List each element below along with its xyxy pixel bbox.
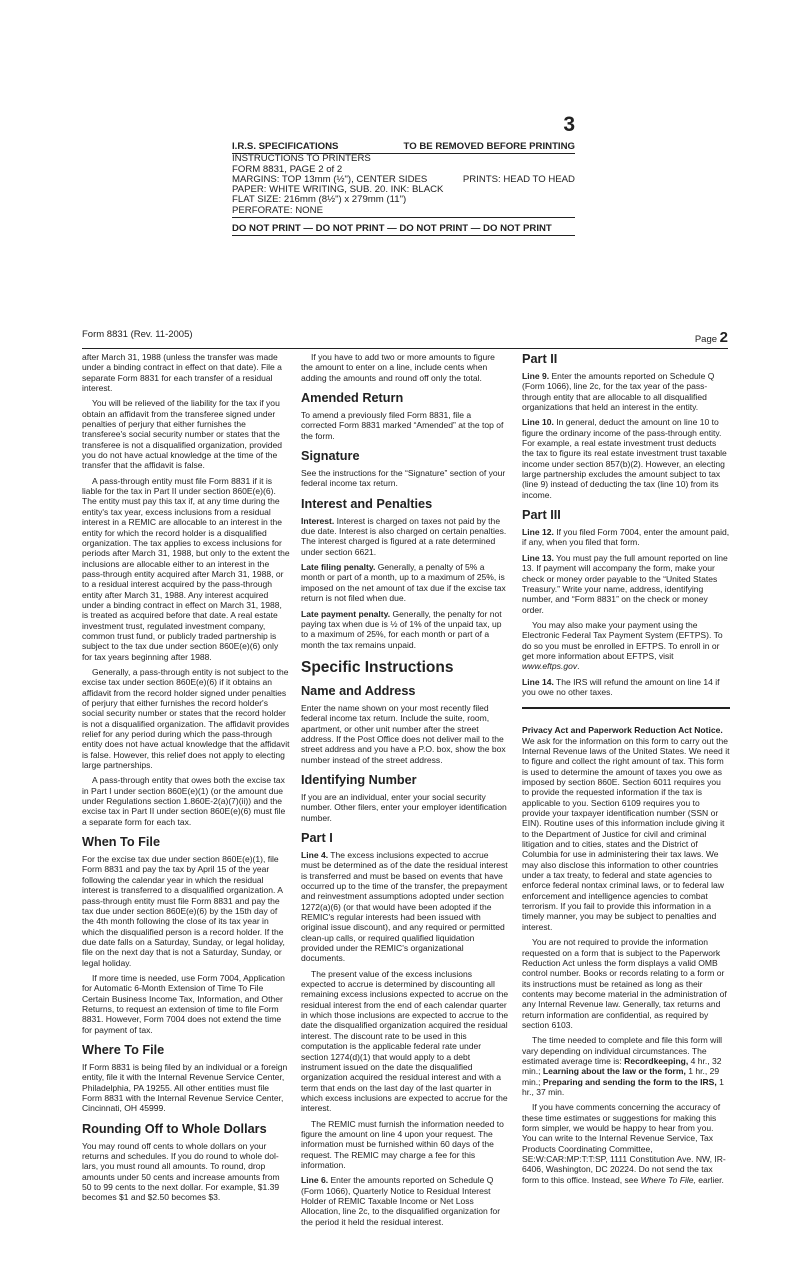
- page-number: 2: [719, 329, 728, 346]
- paragraph: You are not required to provide the information requested on a form that is subject to the Paperwork Reduction Act unless the form displays a valid OMB control number. Books or records relating to a form or its instructions must be retained as long as their contents may become material in the administration of any Internal Revenue law. Generally, tax returns and return information are confidential, as required by section 6103.: [522, 937, 727, 1030]
- spec-prints: PRINTS: HEAD TO HEAD: [462, 173, 575, 185]
- late-payment-text: Generally, the penalty for not paying tax when due is ½ of 1% of the unpaid tax, up to a maximum of 25%, for each month or part of a month the tax remains unpaid.: [301, 608, 502, 650]
- time-learn-val: 1 hr., 29 min.;: [522, 1066, 720, 1087]
- time-learn-label: Learning about the law or the form,: [542, 1066, 686, 1077]
- paragraph: Enter the name shown on your most recently filed federal income tax return. Include the suite, room, apartment, or other unit number after the street address. If the Post Office does not deliver mail to the street address and you have a P.O. box, show the box number instead of the street address.: [301, 702, 506, 765]
- column-right: [522, 352, 730, 1190]
- paragraph: See the instructions for the “Signature” section of your federal income tax return.: [301, 468, 506, 489]
- paragraph: [522, 553, 730, 615]
- heading-when-to-file: When To File: [82, 835, 160, 850]
- spec-margins: MARGINS: TOP 13mm (½"), CENTER SIDES: [232, 173, 428, 185]
- paragraph: You may also make your payment using the Electronic Federal Tax Payment System (EFTPS). To do so you must be enrolled in EFTPS. To enroll in or get more information about EFTPS, visit www.eftps.gov.: [522, 619, 723, 672]
- line12-label: Line 12.: [522, 527, 554, 538]
- heading-amended-return: Amended Return: [301, 391, 404, 406]
- interest-label: Interest.: [301, 515, 335, 526]
- paragraph: [522, 677, 730, 698]
- paragraph: If you are an individual, enter your social security number. Other filers, enter your employer identification number.: [301, 791, 507, 823]
- page-indicator: [695, 329, 728, 346]
- line4-text: The excess inclusions expected to accrue must be determined as of the date the residual interest is transferred and must be based on events that have occurred up to the time of the transfer, the prepayment and reinvestment assumptions adopted under section 1272(a)(6) (or that would have been adopted if the REMIC's regular interests had been issued with original issue discount), and any required or permitted clean-up calls, or required qualified liquidation provided under the REMIC's organizational documents.: [301, 849, 508, 964]
- heading-specific-instructions: Specific Instructions: [301, 658, 454, 676]
- paragraph: Generally, a pass-through entity is not subject to the excise tax under section 860E(e)(6) if it obtains an affidavit from the record holder signed under penalties of perjury that either furnishes the record holder's social security number or states that the record holder is not a disqualified organization. The affidavit provides relief for any period during which the pass-through entity does not have actual knowledge that the affidavit is false. However, this relief does not apply to electing large partnerships.: [82, 666, 290, 771]
- paragraph: If Form 8831 is being filed by an individual or a foreign entity, file it with the Internal Revenue Service Center, Philadelphia, PA 19255. All other entities must file Form 8831 with the Internal Revenue Service Center, Cincinnati, OH 45999.: [82, 1061, 288, 1114]
- column-left: [82, 352, 290, 1208]
- line12-text: If you filed Form 7004, enter the amount paid, if any, when you filed that form.: [522, 527, 730, 548]
- paragraph: [522, 417, 730, 500]
- paragraph: If more time is needed, use Form 7004, Application for Automatic 6-Month Extension of Time To File Certain Business Income Tax, Information, and Other Returns, to request an extension of time to file Form 8831. However, Form 7004 does not extend the time for payment of tax.: [82, 972, 285, 1035]
- paragraph: [301, 562, 509, 603]
- line9-text: Enter the amounts reported on Schedule Q (Form 1066), line 2c, for the tax year of the pass-through entity that are allocable to all disqualified organizations that held an interest in the entity.: [522, 371, 715, 413]
- paragraph: The present value of the excess inclusions expected to accrue is determined by discounting all remaining excess inclusions expected to accrue on the residual interest from the end of each calendar quarter in which those inclusions are expected to accrue to the date the disqualified organization acquired the residual interest. The discount rate to be used in this computation is the applicable federal rate under section 1274(d)(1) that would apply to a debt instrument issued on the date the disqualified organization acquired the residual interest and with a term that ends on the last day of the last quarter in which excess inclusions are expected to accrue for the interest.: [301, 968, 509, 1114]
- late-payment-label: Late payment penalty.: [301, 608, 391, 619]
- heading-part-1: Part I: [301, 830, 333, 845]
- line10-text: In general, deduct the amount on line 10 to figure the ordinary income of the pass-through entity. For example, a real estate investment trust deducts the tax to figure its real estate investment trust taxable income under section 857(b)(2). However, an electing large partnership excludes the amount subject to tax (line 9) instead of deducting the tax (line 10) from its income.: [522, 417, 727, 500]
- form-id: Form 8831 (Rev. 11-2005): [82, 329, 193, 340]
- printer-spec-block: [232, 113, 575, 236]
- line13-label: Line 13.: [522, 552, 554, 563]
- paragraph: You may round off cents to whole dollars on your returns and schedules. If you do round to whole dol-lars, you must round all amounts. To round, drop amounts under 50 cents and increase amounts from 50 to 99 cents to the next dollar. For example, $1.39 becomes $1 and $2.50 becomes $3.: [82, 1140, 280, 1203]
- paragraph: after March 31, 1988 (unless the transfer was made under a binding contract in effect on that date). File a separate Form 8831 for each transfer of a residual interest.: [82, 352, 282, 394]
- spec-line: PAPER: WHITE WRITING, SUB. 20. INK: BLACK: [232, 184, 444, 196]
- spec-line: PERFORATE: NONE: [232, 206, 575, 218]
- privacy-text: We ask for the information on this form to carry out the Internal Revenue laws of the United States. We need it to figure and collect the right amount of tax. This form is used to determine the amount of taxes you owe as imposed by section 860E. Section 6011 requires you to provide the requested information if the tax is applicable to you. Section 6109 requires you to provide your taxpayer identification number (SSN or EIN). Routine uses of this information include giving it to the Department of Justice for civil and criminal litigation and to cities, states and the District of Columbia for use in administering their tax laws. We may also disclose this information to other countries under a tax treaty, to federal and state agencies to enforce federal nontax criminal laws, or to federal law enforcement and intelligence agencies to combat terrorism. If you fail to provide this information in a timely manner, you may be subject to penalties and interest.: [522, 735, 730, 932]
- time-prep-val: 1 hr., 37 min.: [522, 1076, 724, 1097]
- late-filing-text: Generally, a penalty of 5% a month or part of a month, up to a maximum of 25%, is imposed on the net amount of tax due if the excise tax return is not filed when due.: [301, 562, 506, 604]
- paragraph: If you have to add two or more amounts to figure the amount to enter on a line, include cents when adding the amounts and round off only the total.: [301, 352, 495, 383]
- line9-label: Line 9.: [522, 371, 550, 381]
- interest-text: Interest is charged on taxes not paid by the due date. Interest is also charged on certain penalties. The interest charged is figured at a rate determined under section 6621.: [301, 515, 507, 557]
- heading-name-address: Name and Address: [301, 683, 416, 698]
- paragraph: For the excise tax due under section 860E(e)(1), file Form 8831 and pay the tax by April 15 of the year following the calendar year in which the residual interest is transferred to a disqualified organization. A pass-through entity must file Form 8831 and pay the tax due under section 860E(e)(6) by the 15th day of the 4th month following the close of its tax year in which the disqualified person is a record holder. If the due date falls on a Saturday, Sunday, or legal holiday, file on the next day that is not a Saturday, Sunday, or legal holiday.: [82, 854, 285, 968]
- heading-where-to-file: Where To File: [82, 1042, 165, 1057]
- line6-text: Enter the amounts reported on Schedule Q (Form 1066), Quarterly Notice to Residual Interest Holder of REMIC Taxable Income or Net Loss Allocation, line 2c, to the disqualified organization for the period it held the residual interest.: [301, 1175, 501, 1227]
- time-rec-val: 4 hr., 32 min.;: [522, 1055, 722, 1077]
- line4-label: Line 4.: [301, 849, 329, 860]
- comments-text: If you have comments concerning the accuracy of these time estimates or suggestions for making this form simpler, we would be happy to hear from you. You can write to the Internal Revenue Service, Tax Products Coordinating Committee, SE:W:CAR:MP:T:T:SP, 1111 Constitution Ave. NW, IR-6406, Washington, DC 20224. Do not send the tax form to this office. Instead, see: [522, 1102, 726, 1185]
- spec-line: INSTRUCTIONS TO PRINTERS: [232, 153, 371, 165]
- do-not-print-banner: DO NOT PRINT — DO NOT PRINT — DO NOT PRINT — DO NOT PRINT: [232, 220, 575, 236]
- paragraph: [301, 609, 509, 650]
- heading-part-3: Part III: [522, 508, 561, 523]
- paragraph: A pass-through entity must file Form 8831 if it is liable for the tax in Part II under section 860E(e)(6). The entity must pay this tax if, at any time during the entity's tax year, excess inclusions from a residual interest in a REMIC are allocable to an interest in the entity for which the record holder is a disqualified organization. The tax applies to excess inclusions for periods after March 31, 1988, but only to the extent the inclusions are allocable either to an interest in the pass-through entity acquired after March 31, 1988, or to a residual interest acquired by the pass-through entity after March 31, 1988. Any interest acquired under a binding contract in effect on March 31, 1988, is treated as acquired before that date. A real estate investment trust, regulated investment company, common trust fund, or publicly traded partnership is subject to the tax due under section 860E(e)(6) only for tax years beginning after 1988.: [82, 475, 290, 662]
- eftps-text: You may also make your payment using the Electronic Federal Tax Payment System (EFTPS). To do so you must be enrolled in EFTPS. To enroll in or get more information about EFTPS, visit: [522, 619, 723, 661]
- paragraph: [522, 371, 730, 412]
- paragraph: [522, 1102, 730, 1185]
- spec-remove-note: TO BE REMOVED BEFORE PRINTING: [403, 141, 575, 152]
- line14-text: The IRS will refund the amount on line 14 if you owe no other taxes.: [522, 676, 720, 697]
- heading-identifying-number: Identifying Number: [301, 772, 417, 787]
- spec-line: FLAT SIZE: 216mm (8½") x 279mm (11"): [232, 194, 407, 206]
- paragraph: The REMIC must furnish the information needed to figure the amount on line 4 upon your request. The information must be furnished within 60 days of the request. The REMIC may charge a fee for this information.: [301, 1118, 504, 1170]
- heading-signature: Signature: [301, 449, 360, 464]
- paragraph: [301, 850, 509, 964]
- paragraph: [522, 725, 730, 932]
- line6-label: Line 6.: [301, 1175, 329, 1186]
- time-rec-label: Recordkeeping,: [624, 1055, 689, 1066]
- line14-label: Line 14.: [522, 676, 554, 687]
- column-middle: [301, 352, 509, 1232]
- paragraph: A pass-through entity that owes both the excise tax in Part I under section 860E(e)(1) (or the amount due under Regulations section 1.860E-2(a)(7)(ii)) and the excise tax in Part II under section 860E(e)(6) must file a separate form for each tax.: [82, 775, 286, 827]
- spec-header: [232, 113, 575, 154]
- paragraph: [522, 1035, 730, 1097]
- comments-end: earlier.: [695, 1174, 724, 1185]
- line10-label: Line 10.: [522, 417, 554, 428]
- eftps-url: www.eftps.gov: [522, 661, 578, 672]
- spec-line: FORM 8831, PAGE 2 of 2: [232, 163, 343, 175]
- heading-interest-penalties: Interest and Penalties: [301, 496, 433, 511]
- time-intro: The time needed to complete and file this form will vary depending on individual circumstances. The estimated average time is:: [522, 1035, 723, 1066]
- heading-part-2: Part II: [522, 352, 558, 366]
- form-header: [82, 329, 728, 349]
- late-filing-label: Late filing penalty.: [301, 562, 376, 573]
- spec-title: I.R.S. SPECIFICATIONS: [232, 141, 339, 152]
- paragraph: [301, 1175, 509, 1227]
- line13-text: You must pay the full amount reported on line 13. If payment will accompany the form, make your check or money order payable to the “United States Treasury.” Write your name, address, identifying number, and “Form 8831” on the check or money order.: [522, 552, 728, 615]
- paragraph: To amend a previously filed Form 8831, file a corrected Form 8831 marked “Amended” at the top of the form.: [301, 410, 504, 441]
- privacy-label: Privacy Act and Paperwork Reduction Act Notice.: [522, 725, 723, 736]
- spec-page-number: 3: [563, 113, 575, 136]
- paragraph: [522, 527, 730, 548]
- where-to-file-ref: Where To File,: [640, 1174, 696, 1185]
- heading-rounding: Rounding Off to Whole Dollars: [82, 1121, 267, 1136]
- paragraph: [301, 516, 509, 557]
- paragraph: You will be relieved of the liability for the tax if you obtain an affidavit from the transferee signed under penalties of perjury that either furnishes the transferee's social security number or states that the transferee is not a disqualified organization, provided you do not have actual knowledge at the time of the transfer that the affidavit is false.: [82, 398, 283, 471]
- page-label: Page: [694, 334, 718, 345]
- time-prep-label: Preparing and sending the form to the IRS,: [542, 1076, 717, 1087]
- section-divider: [522, 707, 730, 709]
